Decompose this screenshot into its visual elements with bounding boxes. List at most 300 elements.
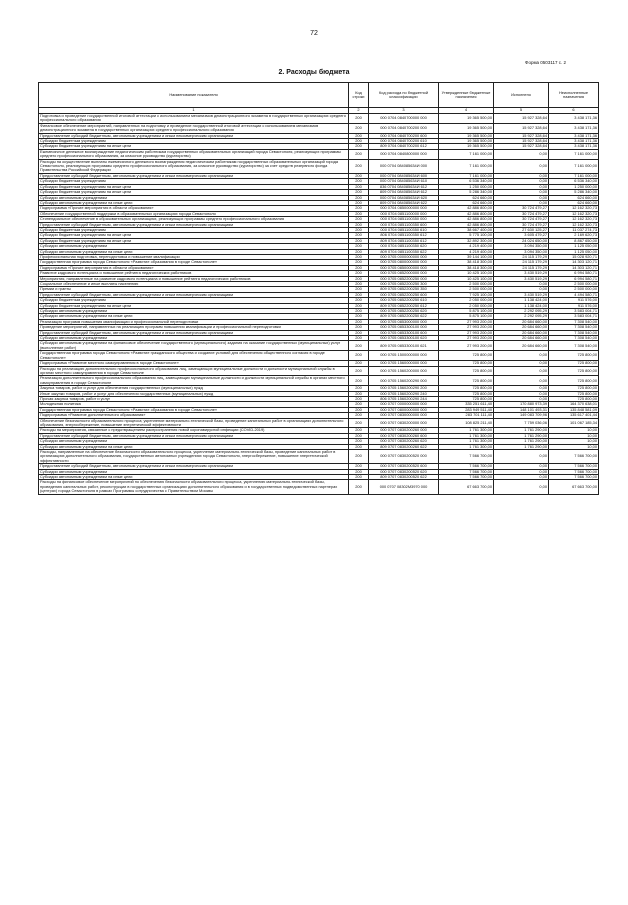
line-code-cell: 200 — [349, 464, 369, 469]
unexecuted-amount-cell: 6 994 580,71 — [549, 271, 599, 276]
expense-code-cell: 809 0705 0852200250 622 — [369, 314, 439, 319]
line-code-cell: 200 — [349, 195, 369, 200]
line-code-cell: 200 — [349, 413, 369, 418]
indicator-name-cell: Расходы на реализацию дополнительного профессионального образования лиц, замещающих муниципальные должности и должности муниципальной службы в органах местного самоуправления в городе Севастополе — [39, 366, 349, 376]
indicator-name-cell: Расходы на финансовое обеспечение мероприятий по обеспечению безопасности образовательного процесса, укреплению материально-технической базы, проведению капитальных работ, реконструкции в государственных организациях дополнительного образования и в государственных подведомственных партнерах (центрах) города Севастополя в рамках Программы сотрудничества с Правительством Москвы — [39, 480, 349, 494]
unexecuted-amount-cell: 6 994 580,71 — [549, 276, 599, 281]
executed-amount-cell: 0,00 — [494, 396, 549, 401]
expense-code-cell: 000 0705 1560200290 200 — [369, 386, 439, 391]
approved-amount-cell: 42 886 800,00 — [439, 222, 494, 227]
indicator-name-cell: Субсидии автономным учреждениям — [39, 469, 349, 474]
unexecuted-amount-cell: 7 308 540,00 — [549, 330, 599, 335]
approved-amount-cell: 4 219 400,00 — [439, 249, 494, 254]
unexecuted-amount-cell: 12 162 320,73 — [549, 206, 599, 211]
executed-amount-cell: 0,00 — [494, 179, 549, 184]
expenses-table-container — [38, 82, 598, 495]
expense-code-cell: 000 0704 084085634И 000 — [369, 159, 439, 173]
line-code-cell: 200 — [349, 376, 369, 386]
executed-amount-cell: 7 759 036,06 — [494, 418, 549, 428]
unexecuted-amount-cell: 3 438 171,36 — [549, 123, 599, 133]
indicator-name-cell: Прочая закупка товаров, работ и услуг — [39, 396, 349, 401]
expense-code-cell: 000 0704 084085634И 620 — [369, 195, 439, 200]
line-code-cell: 200 — [349, 361, 369, 366]
indicator-name-cell: Субсидии бюджетным учреждениям — [39, 179, 349, 184]
indicator-name-cell: Субсидии автономным учреждениям на иные цели — [39, 314, 349, 319]
approved-amount-cell: 725 800,00 — [439, 366, 494, 376]
expenses-table — [38, 82, 599, 495]
approved-amount-cell: 725 800,00 — [439, 391, 494, 396]
indicator-name-cell: Предоставление субсидий бюджетным, автономным учреждениям и иным некоммерческим организациям — [39, 292, 349, 297]
line-code-cell: 200 — [349, 265, 369, 270]
header-expense-code: Код расхода по бюджетной классификации — [369, 83, 439, 108]
expense-code-cell: 000 0705 0853300100 000 — [369, 325, 439, 330]
indicator-name-cell: Подпрограмма «Прочие мероприятия в области образования» — [39, 206, 349, 211]
expense-code-cell: 000 0707 0830000000 000 — [369, 413, 439, 418]
expense-code-cell: 000 0705 0853300100 600 — [369, 330, 439, 335]
expense-code-cell: 809 0704 0851100350 622 — [369, 249, 439, 254]
executed-amount-cell: 0,00 — [494, 351, 549, 361]
expense-code-cell: 000 0705 0800000000 000 — [369, 260, 439, 265]
unexecuted-amount-cell: 7 308 540,00 — [549, 336, 599, 341]
line-code-cell: 200 — [349, 254, 369, 259]
line-code-cell: 200 — [349, 233, 369, 238]
executed-amount-cell: 24 024 650,00 — [494, 238, 549, 243]
approved-amount-cell: 42 886 800,00 — [439, 211, 494, 216]
approved-amount-cell: 38 667 400,00 — [439, 227, 494, 232]
table-row — [39, 114, 599, 124]
expense-code-cell: 000 0705 0000000000 000 — [369, 254, 439, 259]
unexecuted-amount-cell: 1 125 050,00 — [549, 244, 599, 249]
line-code-cell: 200 — [349, 439, 369, 444]
table-header-row — [39, 83, 599, 108]
expense-code-cell: 000 0704 084085634И 610 — [369, 179, 439, 184]
executed-amount-cell: 1 761 290,00 — [494, 439, 549, 444]
line-code-cell: 200 — [349, 238, 369, 243]
expense-code-cell: 000 0707 0830200520 620 — [369, 469, 439, 474]
approved-amount-cell: 283 701 111,40 — [439, 413, 494, 418]
expense-code-cell: 000 0704 0840700000 000 — [369, 114, 439, 124]
executed-amount-cell: 0,00 — [494, 386, 549, 391]
approved-amount-cell: 5 875 100,00 — [439, 314, 494, 319]
approved-amount-cell: 1 761 300,00 — [439, 428, 494, 433]
unexecuted-amount-cell: 6 536 340,00 — [549, 179, 599, 184]
line-code-cell: 200 — [349, 249, 369, 254]
unexecuted-amount-cell: 11 037 274,73 — [549, 227, 599, 232]
line-code-cell: 200 — [349, 139, 369, 144]
executed-amount-cell: 0,00 — [494, 184, 549, 189]
expense-code-cell: 809 0704 084085634И 612 — [369, 190, 439, 195]
expense-code-cell: 836 0704 084085634И 612 — [369, 184, 439, 189]
executed-amount-cell: 24 115 179,29 — [494, 265, 549, 270]
indicator-name-cell: Иные закупки товаров, работ и услуг для обеспечения государственных (муниципальных) нужд — [39, 391, 349, 396]
approved-amount-cell: 42 886 800,00 — [439, 217, 494, 222]
executed-amount-cell: 0,00 — [494, 173, 549, 178]
expense-code-cell: 000 0705 0850000000 000 — [369, 265, 439, 270]
approved-amount-cell: 19 365 500,00 — [439, 114, 494, 124]
line-code-cell: 200 — [349, 480, 369, 494]
line-code-cell: 200 — [349, 217, 369, 222]
indicator-name-cell: Стипендиальное обеспечение в образовательных организациях, реализующих программы среднего профессионального образования — [39, 217, 349, 222]
approved-amount-cell: 335 251 611,40 — [439, 402, 494, 407]
expense-code-cell: 000 0705 0853000000 000 — [369, 319, 439, 324]
executed-amount-cell: 30 724 479,27 — [494, 211, 549, 216]
line-code-cell: 200 — [349, 222, 369, 227]
expense-code-cell: 806 0704 0851100350 612 — [369, 233, 439, 238]
approved-amount-cell: 2 500 000,00 — [439, 287, 494, 292]
indicator-name-cell: Молодежная политика — [39, 402, 349, 407]
expense-code-cell: 809 0705 0853300100 621 — [369, 341, 439, 351]
unexecuted-amount-cell: 67 663 700,00 — [549, 480, 599, 494]
unexecuted-amount-cell: 7 308 540,00 — [549, 319, 599, 324]
executed-amount-cell: 20 684 660,00 — [494, 341, 549, 351]
expense-code-cell: 000 0705 0852200250 300 — [369, 282, 439, 287]
approved-amount-cell: 27 993 200,00 — [439, 336, 494, 341]
approved-amount-cell: 7 566 700,00 — [439, 464, 494, 469]
expense-code-cell: 806 0705 1560200290 244 — [369, 396, 439, 401]
executed-amount-cell: 15 927 328,64 — [494, 139, 549, 144]
line-code-cell: 200 — [349, 450, 369, 464]
approved-amount-cell: 725 800,00 — [439, 386, 494, 391]
table-row — [39, 159, 599, 173]
indicator-name-cell: Финансовое обеспечение мероприятий, направленных на подготовку и проведение государственной итоговой аттестации с использованием механизмов демонстрационного экзамена в государственных организациях среднего профессионального образования — [39, 123, 349, 133]
approved-amount-cell: 725 800,00 — [439, 361, 494, 366]
expense-code-cell: 000 0704 0840800000 000 — [369, 149, 439, 159]
expense-code-cell: 809 0704 0840700200 612 — [369, 144, 439, 149]
line-code-cell: 200 — [349, 319, 369, 324]
unexecuted-amount-cell: 135 617 401,44 — [549, 413, 599, 418]
table-row — [39, 376, 599, 386]
unexecuted-amount-cell: 7 566 700,00 — [549, 450, 599, 464]
indicator-name-cell: Субсидии автономным учреждениям — [39, 439, 349, 444]
line-code-cell: 200 — [349, 475, 369, 480]
approved-amount-cell: 38 418 300,00 — [439, 265, 494, 270]
line-code-cell: 200 — [349, 366, 369, 376]
unexecuted-amount-cell: 12 162 320,73 — [549, 222, 599, 227]
header-indicator-name: Наименование показателя — [39, 83, 349, 108]
expense-code-cell: 000 0705 0852200250 620 — [369, 309, 439, 314]
expense-code-cell: 000 0707 08302М3970 000 — [369, 480, 439, 494]
line-code-cell: 200 — [349, 407, 369, 412]
indicator-name-cell: Субсидии автономным учреждениям — [39, 309, 349, 314]
executed-amount-cell: 15 927 328,64 — [494, 144, 549, 149]
executed-amount-cell: 1 761 290,00 — [494, 428, 549, 433]
expense-code-cell: 000 0704 0851100350 600 — [369, 222, 439, 227]
unexecuted-amount-cell: 10,00 — [549, 444, 599, 449]
line-code-cell: 200 — [349, 428, 369, 433]
form-reference: Форма 0503117 с. 2 — [525, 60, 566, 65]
unexecuted-amount-cell: 911 576,00 — [549, 303, 599, 308]
line-code-cell: 200 — [349, 227, 369, 232]
line-code-cell: 200 — [349, 292, 369, 297]
indicator-name-cell: Подпрограмма «Развитие дополнительного образования» — [39, 413, 349, 418]
expense-code-cell: 000 0704 0851100350 610 — [369, 227, 439, 232]
line-code-cell: 200 — [349, 298, 369, 303]
line-code-cell: 200 — [349, 206, 369, 211]
unexecuted-amount-cell: 1 125 050,00 — [549, 249, 599, 254]
approved-amount-cell: 1 761 300,00 — [439, 439, 494, 444]
approved-amount-cell: 1 761 300,00 — [439, 444, 494, 449]
expense-code-cell: 809 0707 0830200260 622 — [369, 444, 439, 449]
executed-amount-cell: 0,00 — [494, 195, 549, 200]
unexecuted-amount-cell: 5 286 340,00 — [549, 190, 599, 195]
indicator-name-cell: Реализация программ повышения квалификации и профессиональной переподготовки — [39, 319, 349, 324]
approved-amount-cell: 7 161 000,00 — [439, 159, 494, 173]
table-row — [39, 480, 599, 494]
unexecuted-amount-cell: 4 494 580,71 — [549, 292, 599, 297]
line-code-cell: 200 — [349, 144, 369, 149]
line-code-cell: 200 — [349, 314, 369, 319]
line-code-cell: 200 — [349, 433, 369, 438]
line-code-cell: 200 — [349, 418, 369, 428]
expense-code-cell: 000 0707 0830200520 600 — [369, 464, 439, 469]
indicator-name-cell: Обеспечение государственной поддержки в образовательных организациях города Севастополя — [39, 211, 349, 216]
column-number: 6 — [549, 108, 599, 114]
approved-amount-cell: 10 425 100,00 — [439, 276, 494, 281]
unexecuted-amount-cell: 725 800,00 — [549, 361, 599, 366]
executed-amount-cell: 20 684 660,00 — [494, 325, 549, 330]
expense-code-cell: 000 0705 1560200290 240 — [369, 391, 439, 396]
line-code-cell: 200 — [349, 444, 369, 449]
approved-amount-cell: 27 993 200,00 — [439, 325, 494, 330]
line-code-cell: 200 — [349, 149, 369, 159]
indicator-name-cell: Субсидии бюджетным учреждениям на иные цели — [39, 303, 349, 308]
approved-amount-cell: 2 500 000,00 — [439, 282, 494, 287]
expense-code-cell: 809 0704 0851100350 612 — [369, 238, 439, 243]
unexecuted-amount-cell: 7 161 000,00 — [549, 149, 599, 159]
unexecuted-amount-cell: 12 162 320,73 — [549, 217, 599, 222]
expense-code-cell: 000 0704 0851100350 620 — [369, 244, 439, 249]
indicator-name-cell: Расходы на осуществление выплаты ежемесячного денежного вознаграждения педагогическим работникам государственных образовательных организаций города Севастополя, реализующих программы среднего профессионального образования, за классное руководство (кураторство) за счет средств резервного фонда Правительства Российской Федерации — [39, 159, 349, 173]
unexecuted-amount-cell: 725 800,00 — [549, 386, 599, 391]
expense-code-cell: 000 0705 1560000000 000 — [369, 361, 439, 366]
line-code-cell: 200 — [349, 469, 369, 474]
indicator-name-cell: Предоставление субсидий бюджетным, автономным учреждениям и иным некоммерческим организациям — [39, 173, 349, 178]
unexecuted-amount-cell: 725 800,00 — [549, 396, 599, 401]
approved-amount-cell: 27 993 200,00 — [439, 330, 494, 335]
indicator-name-cell: Государственная программа города Севастополя «Развитие образования в городе Севастополе» — [39, 407, 349, 412]
executed-amount-cell: 2 292 095,29 — [494, 309, 549, 314]
approved-amount-cell: 10 425 100,00 — [439, 271, 494, 276]
unexecuted-amount-cell: 7 161 000,00 — [549, 159, 599, 173]
expense-code-cell: 000 0705 0852200250 610 — [369, 298, 439, 303]
indicator-name-cell: Субсидии бюджетным учреждениям — [39, 298, 349, 303]
line-code-cell: 200 — [349, 123, 369, 133]
unexecuted-amount-cell: 725 800,00 — [549, 351, 599, 361]
table-row — [39, 123, 599, 133]
table-row — [39, 366, 599, 376]
indicator-name-cell: Профессиональная подготовка, переподготовка и повышение квалификации — [39, 254, 349, 259]
executed-amount-cell: 3 094 350,00 — [494, 244, 549, 249]
expense-code-cell: 000 0705 0852200250 600 — [369, 292, 439, 297]
indicator-name-cell: Обеспечение безопасности образовательного процесса; укрепление материально-технической базы, проведение капитальных работ в организациях дополнительного образования, энергосбережение, повышение энергетической эффективности — [39, 418, 349, 428]
header-executed: Исполнено — [494, 83, 549, 108]
line-code-cell: 200 — [349, 159, 369, 173]
line-code-cell: 200 — [349, 341, 369, 351]
indicator-name-cell: Предоставление субсидий бюджетным, автономным учреждениям и иным некоммерческим организациям — [39, 222, 349, 227]
approved-amount-cell: 27 993 200,00 — [439, 341, 494, 351]
unexecuted-amount-cell: 3 438 171,36 — [549, 144, 599, 149]
executed-amount-cell: 24 115 179,29 — [494, 260, 549, 265]
unexecuted-amount-cell: 3 438 171,36 — [549, 114, 599, 124]
unexecuted-amount-cell: 3 583 004,71 — [549, 309, 599, 314]
expense-code-cell: 000 0705 0852000000 000 — [369, 271, 439, 276]
expense-code-cell: 000 0704 084085634И 600 — [369, 173, 439, 178]
executed-amount-cell: 0,00 — [494, 190, 549, 195]
indicator-name-cell: Субсидии бюджетным учреждениям — [39, 139, 349, 144]
indicator-name-cell: Расходы на мероприятия, связанные с предотвращением распространения новой коронавирусной инфекции (COVID-2019) — [39, 428, 349, 433]
unexecuted-amount-cell: 3 438 171,36 — [549, 133, 599, 138]
unexecuted-amount-cell: 14 303 120,71 — [549, 260, 599, 265]
unexecuted-amount-cell: 2 169 620,73 — [549, 233, 599, 238]
indicator-name-cell: Подпрограмма «Развитие местного самоуправления в городе Севастополе» — [39, 361, 349, 366]
indicator-name-cell: Премии и гранты — [39, 287, 349, 292]
approved-amount-cell: 19 365 500,00 — [439, 123, 494, 133]
approved-amount-cell: 39 144 100,00 — [439, 254, 494, 259]
line-code-cell: 200 — [349, 184, 369, 189]
line-code-cell: 200 — [349, 287, 369, 292]
indicator-name-cell: Подготовка и проведение государственной итоговой аттестации с использованием механизмов демонстрационного экзамена в государственных организациях среднего профессионального образования — [39, 114, 349, 124]
line-code-cell: 200 — [349, 351, 369, 361]
executed-amount-cell: 2 292 095,29 — [494, 314, 549, 319]
executed-amount-cell: 20 684 660,00 — [494, 319, 549, 324]
approved-amount-cell: 4 219 400,00 — [439, 244, 494, 249]
executed-amount-cell: 0,00 — [494, 282, 549, 287]
expense-code-cell: 809 0705 0852200250 350 — [369, 287, 439, 292]
indicator-name-cell: Подпрограмма «Прочие мероприятия в области образования» — [39, 265, 349, 270]
expense-code-cell: 000 0705 1560200000 000 — [369, 366, 439, 376]
executed-amount-cell: 3 605 479,27 — [494, 233, 549, 238]
executed-amount-cell: 15 927 328,64 — [494, 123, 549, 133]
indicator-name-cell: Ежемесячное денежное вознаграждение педагогическим работникам государственных образовательных организаций города Севастополя, реализующих программы среднего профессионального образования, за классное руководство (кураторство) — [39, 149, 349, 159]
expense-code-cell: 000 0707 0830200260 600 — [369, 433, 439, 438]
approved-amount-cell: 5 286 340,00 — [439, 190, 494, 195]
indicator-name-cell: Закупка товаров, работ и услуг для обеспечения государственных (муниципальных) нужд — [39, 386, 349, 391]
unexecuted-amount-cell: 10,00 — [549, 433, 599, 438]
approved-amount-cell: 624 660,00 — [439, 200, 494, 205]
expense-code-cell: 809 0704 084085634И 622 — [369, 200, 439, 205]
expense-code-cell: 000 0704 0851100350 000 — [369, 217, 439, 222]
unexecuted-amount-cell: 3 583 004,71 — [549, 314, 599, 319]
executed-amount-cell: 149 083 709,96 — [494, 413, 549, 418]
executed-amount-cell: 30 724 479,27 — [494, 206, 549, 211]
executed-amount-cell: 148 101 493,31 — [494, 407, 549, 412]
approved-amount-cell: 27 993 200,00 — [439, 319, 494, 324]
unexecuted-amount-cell: 101 067 185,34 — [549, 418, 599, 428]
approved-amount-cell: 2 050 000,00 — [439, 303, 494, 308]
table-body — [39, 108, 599, 495]
executed-amount-cell: 15 927 328,64 — [494, 133, 549, 138]
executed-amount-cell: 24 115 179,29 — [494, 254, 549, 259]
indicator-name-cell: Субсидии автономным учреждениям на иные цели — [39, 444, 349, 449]
indicator-name-cell: Субсидии бюджетным учреждениям на иные цели — [39, 144, 349, 149]
line-code-cell: 200 — [349, 402, 369, 407]
indicator-name-cell: Предоставление субсидий бюджетным, автономным учреждениям и иным некоммерческим организациям — [39, 133, 349, 138]
approved-amount-cell: 283 949 511,40 — [439, 407, 494, 412]
indicator-name-cell: Субсидии автономным учреждениям — [39, 195, 349, 200]
approved-amount-cell: 725 800,00 — [439, 376, 494, 386]
executed-amount-cell: 0,00 — [494, 366, 549, 376]
approved-amount-cell: 7 925 100,00 — [439, 292, 494, 297]
line-code-cell: 200 — [349, 173, 369, 178]
line-code-cell: 200 — [349, 391, 369, 396]
indicator-name-cell: Субсидии автономным учреждениям — [39, 336, 349, 341]
column-number: 5 — [494, 108, 549, 114]
indicator-name-cell: Предоставление субсидий бюджетным, автономным учреждениям и иным некоммерческим организациям — [39, 464, 349, 469]
approved-amount-cell: 2 050 000,00 — [439, 298, 494, 303]
line-code-cell: 200 — [349, 271, 369, 276]
executed-amount-cell: 0,00 — [494, 469, 549, 474]
line-code-cell: 200 — [349, 282, 369, 287]
unexecuted-amount-cell: 8 867 650,00 — [549, 238, 599, 243]
executed-amount-cell: 1 138 424,00 — [494, 298, 549, 303]
unexecuted-amount-cell: 7 566 700,00 — [549, 475, 599, 480]
executed-amount-cell: 0,00 — [494, 480, 549, 494]
executed-amount-cell: 170 880 973,39 — [494, 402, 549, 407]
expense-code-cell: 000 0707 0000000000 000 — [369, 402, 439, 407]
expense-code-cell: 000 0704 0850000000 000 — [369, 206, 439, 211]
line-code-cell: 200 — [349, 179, 369, 184]
unexecuted-amount-cell: 725 800,00 — [549, 366, 599, 376]
indicator-name-cell: Субсидии автономным учреждениям — [39, 244, 349, 249]
header-approved: Утвержденные бюджетные назначения — [439, 83, 494, 108]
column-number: 4 — [439, 108, 494, 114]
approved-amount-cell: 7 161 000,00 — [439, 173, 494, 178]
executed-amount-cell: 0,00 — [494, 464, 549, 469]
table-row — [39, 418, 599, 428]
line-code-cell: 200 — [349, 396, 369, 401]
line-code-cell: 200 — [349, 330, 369, 335]
approved-amount-cell: 5 775 100,00 — [439, 233, 494, 238]
column-number: 1 — [39, 108, 349, 114]
indicator-name-cell: Социальное обеспечение и иные выплаты населению — [39, 282, 349, 287]
approved-amount-cell: 19 365 500,00 — [439, 139, 494, 144]
executed-amount-cell: 27 630 125,27 — [494, 227, 549, 232]
approved-amount-cell: 7 566 700,00 — [439, 450, 494, 464]
executed-amount-cell: 0,00 — [494, 450, 549, 464]
header-unexecuted: Неисполненные назначения — [549, 83, 599, 108]
executed-amount-cell: 0,00 — [494, 391, 549, 396]
table-row — [39, 351, 599, 361]
expense-code-cell: 000 0705 0852200250 000 — [369, 276, 439, 281]
table-row — [39, 341, 599, 351]
unexecuted-amount-cell: 14 303 120,71 — [549, 265, 599, 270]
indicator-name-cell: Субсидии автономным учреждениям на финансовое обеспечение государственного (муниципального) задания на оказание государственных (муниципальных) услуг (выполнение работ) — [39, 341, 349, 351]
approved-amount-cell: 1 250 000,00 — [439, 184, 494, 189]
unexecuted-amount-cell: 624 660,00 — [549, 200, 599, 205]
expense-code-cell: 000 0705 1500000000 000 — [369, 351, 439, 361]
indicator-name-cell: Субсидии автономным учреждениям на иные цели — [39, 475, 349, 480]
indicator-name-cell: Реализация дополнительного профессионального образования лиц, замещающих муниципальные должности и должности муниципальной службы в органах местного самоуправления в городе Севастополе — [39, 376, 349, 386]
indicator-name-cell: Государственная программа города Севастополя «Развитие гражданского общества и создание условий для обеспечения общественного согласия в городе Севастополе» — [39, 351, 349, 361]
executed-amount-cell: 30 724 479,27 — [494, 217, 549, 222]
unexecuted-amount-cell: 7 308 540,00 — [549, 341, 599, 351]
executed-amount-cell: 0,00 — [494, 159, 549, 173]
expense-code-cell: 000 0704 0840700200 600 — [369, 133, 439, 138]
unexecuted-amount-cell: 10,00 — [549, 428, 599, 433]
executed-amount-cell: 20 684 660,00 — [494, 336, 549, 341]
indicator-name-cell: Развитие кадрового потенциала и повышение рейтинга педагогических работников — [39, 271, 349, 276]
indicator-name-cell: Расходы, направленные на обеспечение безопасности образовательного процесса, укрепление материально-технической базы, проведение капитальных работ в организациях дополнительного образования, государственных автономных учреждениях города Севастополя, энергосбережение, повышение энергетической эффективности — [39, 450, 349, 464]
executed-amount-cell: 3 430 519,29 — [494, 276, 549, 281]
approved-amount-cell: 725 800,00 — [439, 396, 494, 401]
indicator-name-cell: Предоставление субсидий бюджетным, автономным учреждениям и иным некоммерческим организациям — [39, 433, 349, 438]
line-code-cell: 200 — [349, 386, 369, 391]
approved-amount-cell: 725 800,00 — [439, 351, 494, 361]
unexecuted-amount-cell: 164 370 638,01 — [549, 402, 599, 407]
executed-amount-cell: 20 684 660,00 — [494, 330, 549, 335]
indicator-name-cell: Субсидии бюджетным учреждениям на иные цели — [39, 184, 349, 189]
table-row — [39, 149, 599, 159]
